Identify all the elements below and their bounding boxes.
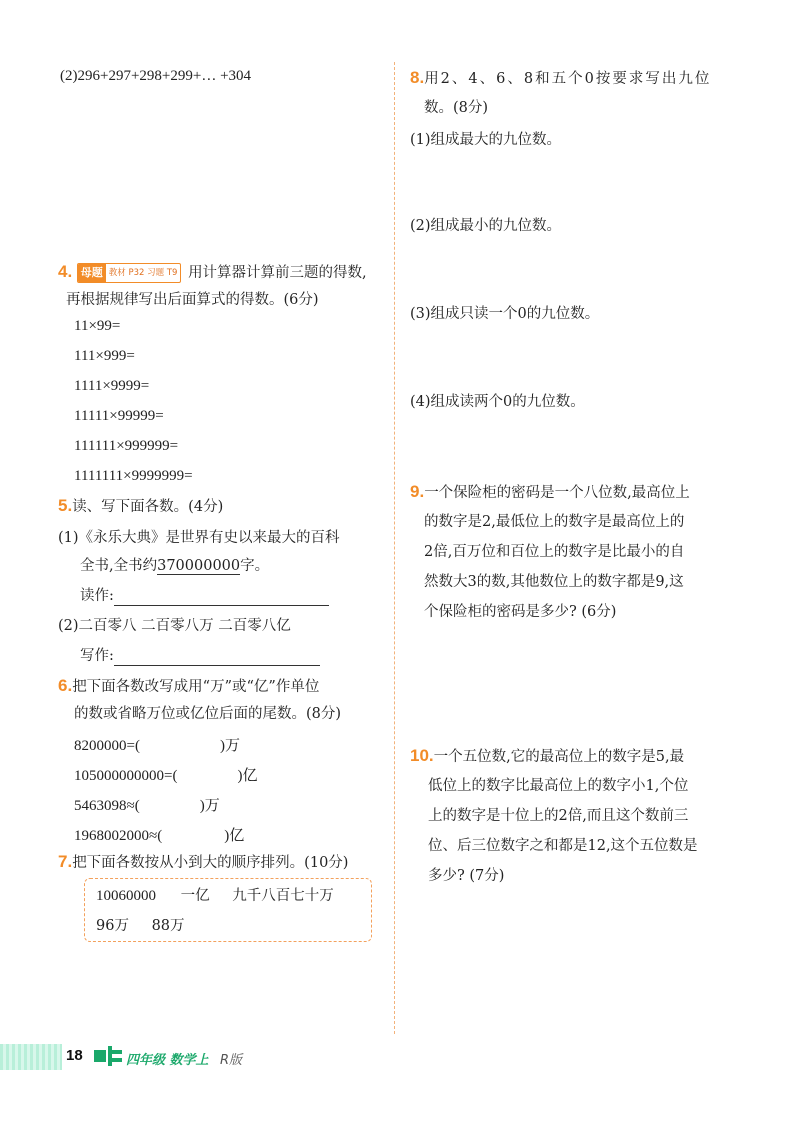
q4-text1: 用计算器计算前三题的得数, <box>188 265 367 281</box>
q5-item1-text-end: 字。 <box>240 558 270 574</box>
q9-line: 个保险柜的密码是多少? (6分) <box>424 604 617 620</box>
q6-item-expr: 1968002000≈( <box>74 828 163 844</box>
q6-item-unit: )亿 <box>237 768 258 784</box>
q10-text: 一个五位数,它的最高位上的数字是5,最 <box>433 749 685 765</box>
q8-item: (1)组成最大的九位数。 <box>410 132 562 148</box>
q6-item-expr: 8200000=( <box>74 738 140 754</box>
q7-title <box>58 852 348 873</box>
q5-item1-text: 全书,全书约 <box>80 558 158 574</box>
read-label: 读作: <box>80 588 114 604</box>
edition-label: R版 <box>220 1053 243 1068</box>
q9-line1 <box>410 482 690 503</box>
brand-text: 四年级 数学上 <box>126 1053 209 1068</box>
q4-formula: 111111×999999= <box>74 438 179 454</box>
q4-line1 <box>58 262 367 283</box>
q7-title-text: 把下面各数按从小到大的顺序排列。(10分) <box>72 855 349 871</box>
box-value: 88万 <box>151 918 185 934</box>
q6-line2: 的数或省略万位或亿位后面的尾数。(8分) <box>74 706 342 722</box>
q6-item-unit: )亿 <box>224 828 245 844</box>
q6-item <box>74 794 220 815</box>
q10-line: 低位上的数字比最高位上的数字小1,个位 <box>428 778 689 794</box>
q8-line2: 数。(8分) <box>424 100 489 116</box>
q4-formula: 11×99= <box>74 318 121 334</box>
q10-line: 上的数字是十位上的2倍,而且这个数前三 <box>428 808 689 824</box>
q4-formula: 1111×9999= <box>74 378 150 394</box>
box-value: 一亿 <box>180 888 210 904</box>
tag-label: 母题 <box>78 264 106 282</box>
q6-item-expr: 5463098≈( <box>74 798 140 814</box>
q8-item: (2)组成最小的九位数。 <box>410 218 562 234</box>
q9-line: 的数字是2,最低位上的数字是最高位上的 <box>424 514 685 530</box>
q8-number: 8. <box>410 68 425 87</box>
q7-box-row1 <box>96 886 334 906</box>
tag-source: 教材 P32 习题 T9 <box>108 268 178 278</box>
q10-line: 位、后三位数字之和都是12,这个五位数是 <box>428 838 698 854</box>
q6-item <box>74 734 240 755</box>
q6-item <box>74 764 257 785</box>
q5-number-value: 370000000 <box>157 558 241 574</box>
q5-number: 5. <box>58 496 73 515</box>
q5-item1-line1: (1)《永乐大典》是世界有史以来最大的百科 <box>58 530 340 546</box>
q6-number: 6. <box>58 676 73 695</box>
q3-item2: (2)296+297+298+299+… +304 <box>60 68 252 84</box>
page-number: 18 <box>66 1047 83 1064</box>
column-divider <box>394 62 395 1034</box>
q6-item-unit: )万 <box>199 798 220 814</box>
q7-box-row2 <box>96 916 185 936</box>
write-answer-line[interactable] <box>114 649 320 666</box>
read-answer-line[interactable] <box>114 589 329 606</box>
q4-line2: 再根据规律写出后面算式的得数。(6分) <box>66 292 319 308</box>
q6-line1 <box>58 676 319 697</box>
q10-number: 10. <box>410 746 434 765</box>
q5-item2: (2)二百零八 二百零八万 二百零八亿 <box>58 618 291 634</box>
q10-line: 多少? (7分) <box>428 868 505 884</box>
q4-formula: 111×999= <box>74 348 135 364</box>
q9-text: 一个保险柜的密码是一个八位数,最高位上 <box>424 485 690 501</box>
q6-item-unit: )万 <box>219 738 240 754</box>
q4-number: 4. <box>58 262 73 281</box>
write-label: 写作: <box>80 648 114 664</box>
source-tag <box>77 263 182 283</box>
q8-item: (3)组成只读一个0的九位数。 <box>410 306 600 322</box>
q4-formula: 1111111×9999999= <box>74 468 193 484</box>
q6-item-expr: 105000000000=( <box>74 768 178 784</box>
q4-formula: 11111×99999= <box>74 408 164 424</box>
q5-write-row <box>80 646 320 666</box>
box-value: 九千八百七十万 <box>232 888 334 904</box>
q5-read-row <box>80 586 329 606</box>
box-value: 96万 <box>96 918 129 934</box>
q5-title <box>58 496 223 517</box>
q9-line: 2倍,百万位和百位上的数字是比最小的自 <box>424 544 685 560</box>
footer-stripe <box>0 1044 62 1070</box>
q8-text1: 用2、4、6、8和五个0按要求写出九位 <box>424 71 712 87</box>
q6-text1: 把下面各数改写成用“万”或“亿”作单位 <box>72 679 320 695</box>
q10-line1 <box>410 746 684 767</box>
q5-item1-line2 <box>80 556 269 576</box>
q8-item: (4)组成读两个0的九位数。 <box>410 394 585 410</box>
q9-number: 9. <box>410 482 425 501</box>
q5-title-text: 读、写下面各数。(4分) <box>72 499 224 515</box>
brand-logo-icon <box>92 1042 126 1070</box>
box-value: 10060000 <box>96 888 156 904</box>
q8-line1 <box>410 68 711 89</box>
q6-item <box>74 824 244 845</box>
q9-line: 然数大3的数,其他数位上的数字都是9,这 <box>424 574 684 590</box>
q7-number: 7. <box>58 852 73 871</box>
